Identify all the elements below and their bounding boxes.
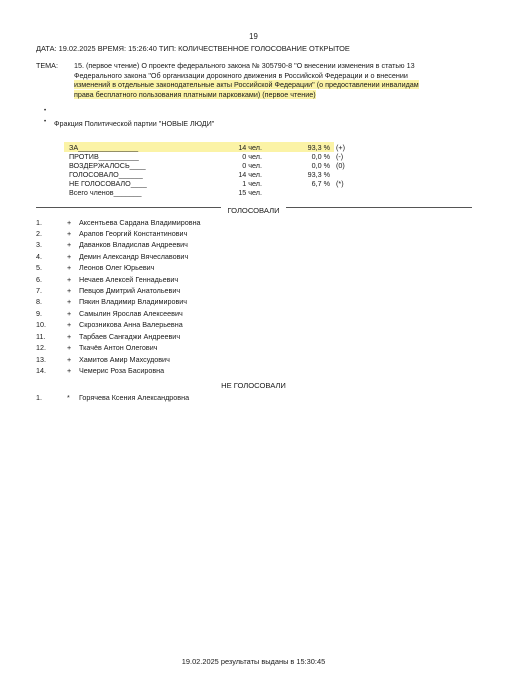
vote-row-voted [0,170,507,179]
deputy-name: Леонов Олег Юрьевич [79,263,155,272]
vote-symbol: (*) [336,179,344,188]
vote-mark: * [67,393,70,402]
vote-row-total [0,188,507,197]
row-number: 8. [36,297,42,306]
row-number: 1. [36,218,42,227]
vote-row-abstained [0,161,507,170]
row-number: 14. [36,366,46,375]
bullet-mark: • [44,119,47,125]
vote-header: ДАТА: 19.02.2025 ВРЕМЯ: 15:26:40 ТИП: КОЛИЧЕСТВЕННОЕ ГОЛОСОВАНИЕ ОТКРЫТОЕ [36,44,350,53]
deputy-name: Демин Александр Вячеславович [79,252,189,261]
vote-mark: + [67,309,72,318]
voter-row [0,354,507,365]
deputy-name: Тарбаев Сангаджи Андреевич [79,332,181,341]
row-number: 11. [36,332,46,341]
voter-row [0,262,507,273]
voter-row [0,308,507,319]
row-number: 5. [36,263,42,272]
voted-section-title [0,206,507,215]
vote-mark: + [67,366,72,375]
deputy-name: Певцов Дмитрий Анатольевич [79,286,181,295]
vote-mark: + [67,252,72,261]
deputy-name: Хамитов Амир Махсудович [79,355,170,364]
deputy-name: Скрозникова Анна Валерьевна [79,320,183,329]
vote-label: Всего членов_______ [69,188,142,197]
vote-count: 15 чел. [238,188,262,197]
vote-percent: 0,0 % [311,152,330,161]
topic-label: ТЕМА: [36,61,58,70]
vote-mark: + [67,263,72,272]
deputy-name: Самылин Ярослав Алексеевич [79,309,183,318]
row-number: 2. [36,229,42,238]
vote-mark: + [67,286,72,295]
voter-row [0,217,507,228]
topic-line [74,80,474,90]
deputy-name: Даванков Владислав Андреевич [79,240,188,249]
not-voted-section-title: НЕ ГОЛОСОВАЛИ [221,381,286,390]
vote-row-for [0,143,507,152]
deputy-name: Пякин Владимир Владимирович [79,297,188,306]
voter-row [0,274,507,285]
vote-mark: + [67,297,72,306]
row-number: 3. [36,240,42,249]
vote-row-against [0,152,507,161]
voter-row [0,228,507,239]
deputy-name: Горячева Ксения Александровна [79,393,190,402]
voter-row [0,285,507,296]
row-number: 12. [36,343,46,352]
vote-symbol: (-) [336,152,344,161]
vote-percent: 6,7 % [311,179,330,188]
vote-mark: + [67,229,72,238]
faction-title: Фракция Политической партии "НОВЫЕ ЛЮДИ" [54,119,215,128]
vote-row-not-voted [0,179,507,188]
vote-count: 0 чел. [242,152,262,161]
topic-text [74,61,474,99]
voter-row [0,365,507,376]
voter-row [0,251,507,262]
topic-line-highlighted: изменений в отдельные законодательные акты Российской Федерации" (о предоставлении инвалидам [74,80,419,90]
topic-line [74,90,474,100]
vote-label: НЕ ГОЛОСОВАЛО____ [69,179,147,188]
results-issued-footer: 19.02.2025 результаты выданы в 15:30:45 [181,657,326,666]
vote-percent: 93,3 % [307,143,330,152]
deputy-name: Нечаев Алексей Геннадьевич [79,275,179,284]
bullet-mark: • [44,108,47,114]
voted-section-label: ГОЛОСОВАЛИ [221,206,285,215]
row-number: 13. [36,355,46,364]
voter-row [0,296,507,307]
voter-row [0,331,507,342]
vote-mark: + [67,218,72,227]
topic-line-highlighted: права бесплатного пользования платными парковками) (первое чтение) [74,89,316,99]
vote-mark: + [67,320,72,329]
vote-mark: + [67,343,72,352]
row-number: 9. [36,309,42,318]
vote-mark: + [67,275,72,284]
deputy-name: Ткачёв Антон Олегович [79,343,158,352]
non-voter-row [0,392,507,403]
deputy-name: Аксентьева Сардана Владимировна [79,218,201,227]
deputy-name: Арапов Георгий Константинович [79,229,188,238]
row-number: 4. [36,252,42,261]
vote-count: 14 чел. [238,143,262,152]
row-number: 6. [36,275,42,284]
vote-label: ЗА_______________ [69,143,139,152]
vote-percent: 0,0 % [311,161,330,170]
vote-label: ГОЛОСОВАЛО______ [69,170,143,179]
vote-mark: + [67,240,72,249]
row-number: 1. [36,393,42,402]
vote-count: 1 чел. [242,179,262,188]
vote-mark: + [67,355,72,364]
vote-symbol: (+) [336,143,345,152]
vote-percent: 93,3 % [307,170,330,179]
topic-line: Федерального закона "Об организации дорожного движения в Российской Федерации и о внесении [74,70,408,80]
voter-row [0,239,507,250]
topic-line: 15. (первое чтение) О проекте федерального закона № 305790-8 "О внесении изменения в статью 13 [74,61,415,70]
vote-label: ВОЗДЕРЖАЛОСЬ____ [69,161,146,170]
row-number: 7. [36,286,42,295]
vote-label: ПРОТИВ__________ [69,152,139,161]
row-number: 10. [36,320,46,329]
vote-symbol: (0) [336,161,345,170]
voter-row [0,319,507,330]
deputy-name: Чемерис Роза Басировна [79,366,165,375]
vote-mark: + [67,332,72,341]
voter-row [0,342,507,353]
page-number: 19 [249,32,258,41]
vote-count: 14 чел. [238,170,262,179]
vote-count: 0 чел. [242,161,262,170]
